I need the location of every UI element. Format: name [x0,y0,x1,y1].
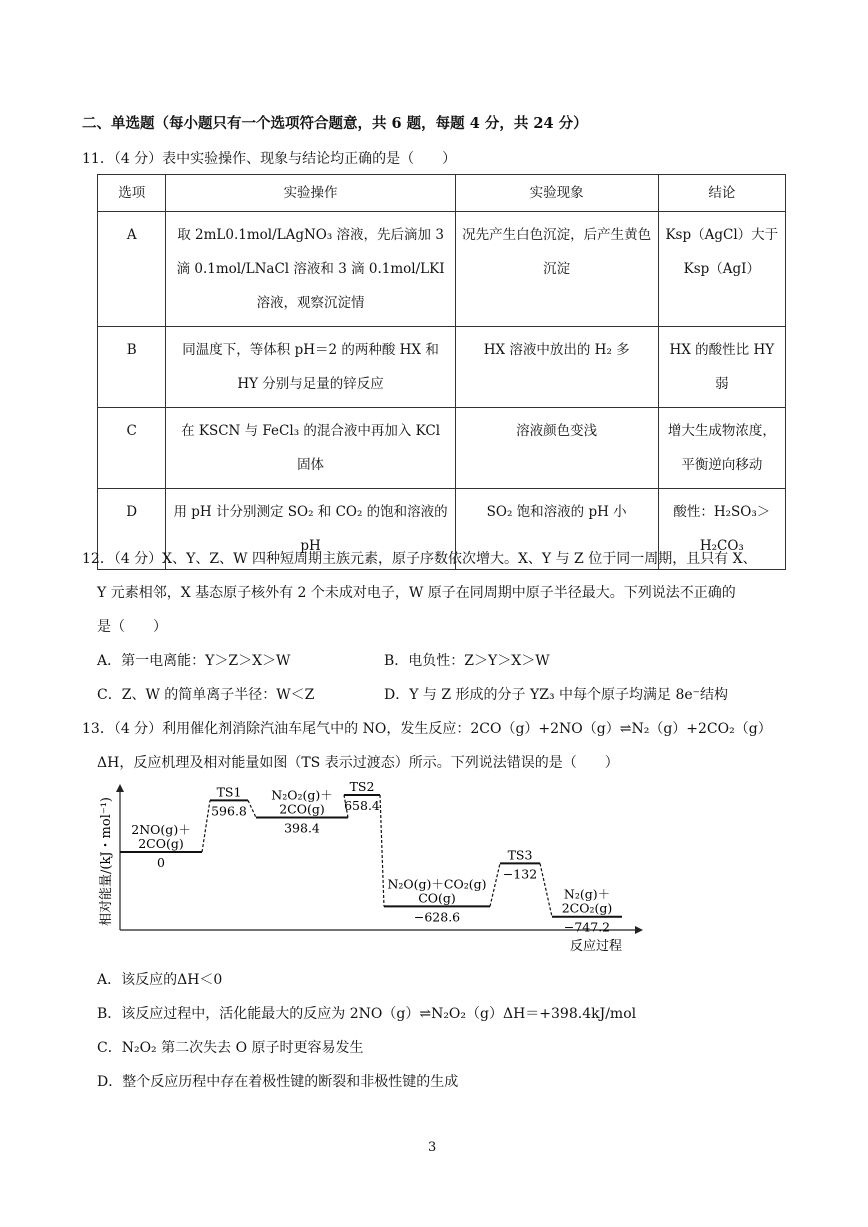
row-phenomenon: 况先产生白色沉淀，后产生黄色沉淀 [455,212,658,327]
row-option: B [98,327,166,408]
level-label: N₂O₂(g)＋ [271,787,333,803]
level-label: 2CO(g) [279,801,325,817]
row-conclusion: Ksp（AgCl）大于 Ksp（AgI） [658,212,785,327]
header-conclusion: 结论 [658,175,785,212]
level-label: 2NO(g)＋ [131,822,191,837]
q13-option-b: B．该反应过程中，活化能最大的反应为 2NO（g）⇌N₂O₂（g）ΔH＝+398.4kJ/mol [97,1006,637,1022]
q12-line3: 是（ ） [97,619,167,635]
table-row [98,408,786,489]
level-value: −132 [502,866,538,882]
level-label: 2CO(g) [138,836,184,851]
level-value: 0 [157,855,165,870]
q12-option-a: A．第一电离能：Y＞Z＞X＞W [97,653,291,669]
level-label: N₂O(g)＋CO₂(g) [387,876,487,892]
level-label: 2CO₂(g) [561,900,613,916]
page-number: 3 [428,1140,437,1155]
row-conclusion: 增大生成物浓度，平衡逆向移动 [658,408,785,489]
row-phenomenon: HX 溶液中放出的 H₂ 多 [455,327,658,408]
connector-line [540,863,552,916]
q13-line1: 13．（4 分）利用催化剂消除汽油车尾气中的 NO，发生反应：2CO（g）+2NO（g）⇌N₂（g）+2CO₂（g） [82,721,772,737]
q12-option-c: C．Z、W 的简单离子半径：W＜Z [97,687,315,703]
q13-option-d: D．整个反应历程中存在着极性键的断裂和非极性键的生成 [97,1074,459,1090]
connector-line [202,800,210,852]
level-value: 398.4 [284,820,320,836]
header-operation: 实验操作 [166,175,455,212]
level-value: 596.8 [211,803,247,819]
q12-option-d: D．Y 与 Z 形成的分子 YZ₃ 中每个原子均满足 8e⁻结构 [384,687,729,703]
level-label: CO(g) [418,890,456,906]
row-phenomenon: 溶液颜色变浅 [455,408,658,489]
row-conclusion: HX 的酸性比 HY 弱 [658,327,785,408]
experiment-table [97,174,786,570]
row-operation: 在 KSCN 与 FeCl₃ 的混合液中再加入 KCl 固体 [166,408,455,489]
table-row [98,212,786,327]
energy-levels [120,780,622,935]
q11-stem: 11．（4 分）表中实验操作、现象与结论均正确的是（ ） [82,151,457,167]
row-operation: 取 2mL0.1mol/LAgNO₃ 溶液，先后滴加 3 滴 0.1mol/LNaCl 溶液和 3 滴 0.1mol/LKI 溶液，观察沉淀情 [166,212,455,327]
connector-line [248,800,256,817]
y-axis-arrow [116,784,124,792]
q13-option-c: C．N₂O₂ 第二次失去 O 原子时更容易发生 [97,1040,364,1056]
row-operation: 用 pH 计分别测定 SO₂ 和 CO₂ 的饱和溶液的 pH [166,489,455,570]
q12-option-b: B．电负性：Z＞Y＞X＞W [384,653,550,669]
level-label: TS3 [507,847,533,863]
x-axis-arrow [635,926,643,934]
level-value: 658.4 [344,798,380,813]
row-operation: 同温度下，等体积 pH＝2 的两种酸 HX 和 HY 分别与足量的锌反应 [166,327,455,408]
level-label: TS1 [216,784,242,800]
table-header-row [98,175,786,212]
header-phenomenon: 实验现象 [455,175,658,212]
row-phenomenon: SO₂ 饱和溶液的 pH 小 [455,489,658,570]
energy-diagram [90,780,650,960]
connector-line [380,795,384,906]
x-axis-label: 反应过程 [570,939,623,954]
section-heading: 二、单选题（每小题只有一个选项符合题意，共 6 题，每题 4 分，共 24 分） [82,115,588,132]
y-axis-label: 相对能量/(kJ・mol⁻¹) [99,797,114,926]
q13-option-a: A．该反应的ΔH＜0 [97,972,223,988]
level-label: N₂(g)＋ [563,886,611,902]
table-row [98,327,786,408]
level-value: −628.6 [413,909,461,925]
row-option: A [98,212,166,327]
header-option: 选项 [98,175,166,212]
q13-line2: ΔH，反应机理及相对能量如图（TS 表示过渡态）所示。下列说法错误的是（ ） [97,755,619,771]
row-option: C [98,408,166,489]
row-conclusion: 酸性：H₂SO₃＞H₂CO₃ [658,489,785,570]
row-option: D [98,489,166,570]
level-label: TS2 [349,780,375,794]
level-value: −747.2 [563,919,611,935]
connector-line [490,863,500,906]
q12-line1: 12．（4 分）X、Y、Z、W 四种短周期主族元素，原子序数依次增大。X、Y 与 Z 位于同一周期，且只有 X、 [82,551,757,567]
q12-line2: Y 元素相邻，X 基态原子核外有 2 个未成对电子，W 原子在同周期中原子半径最大。下列说法不正确的 [97,585,736,601]
